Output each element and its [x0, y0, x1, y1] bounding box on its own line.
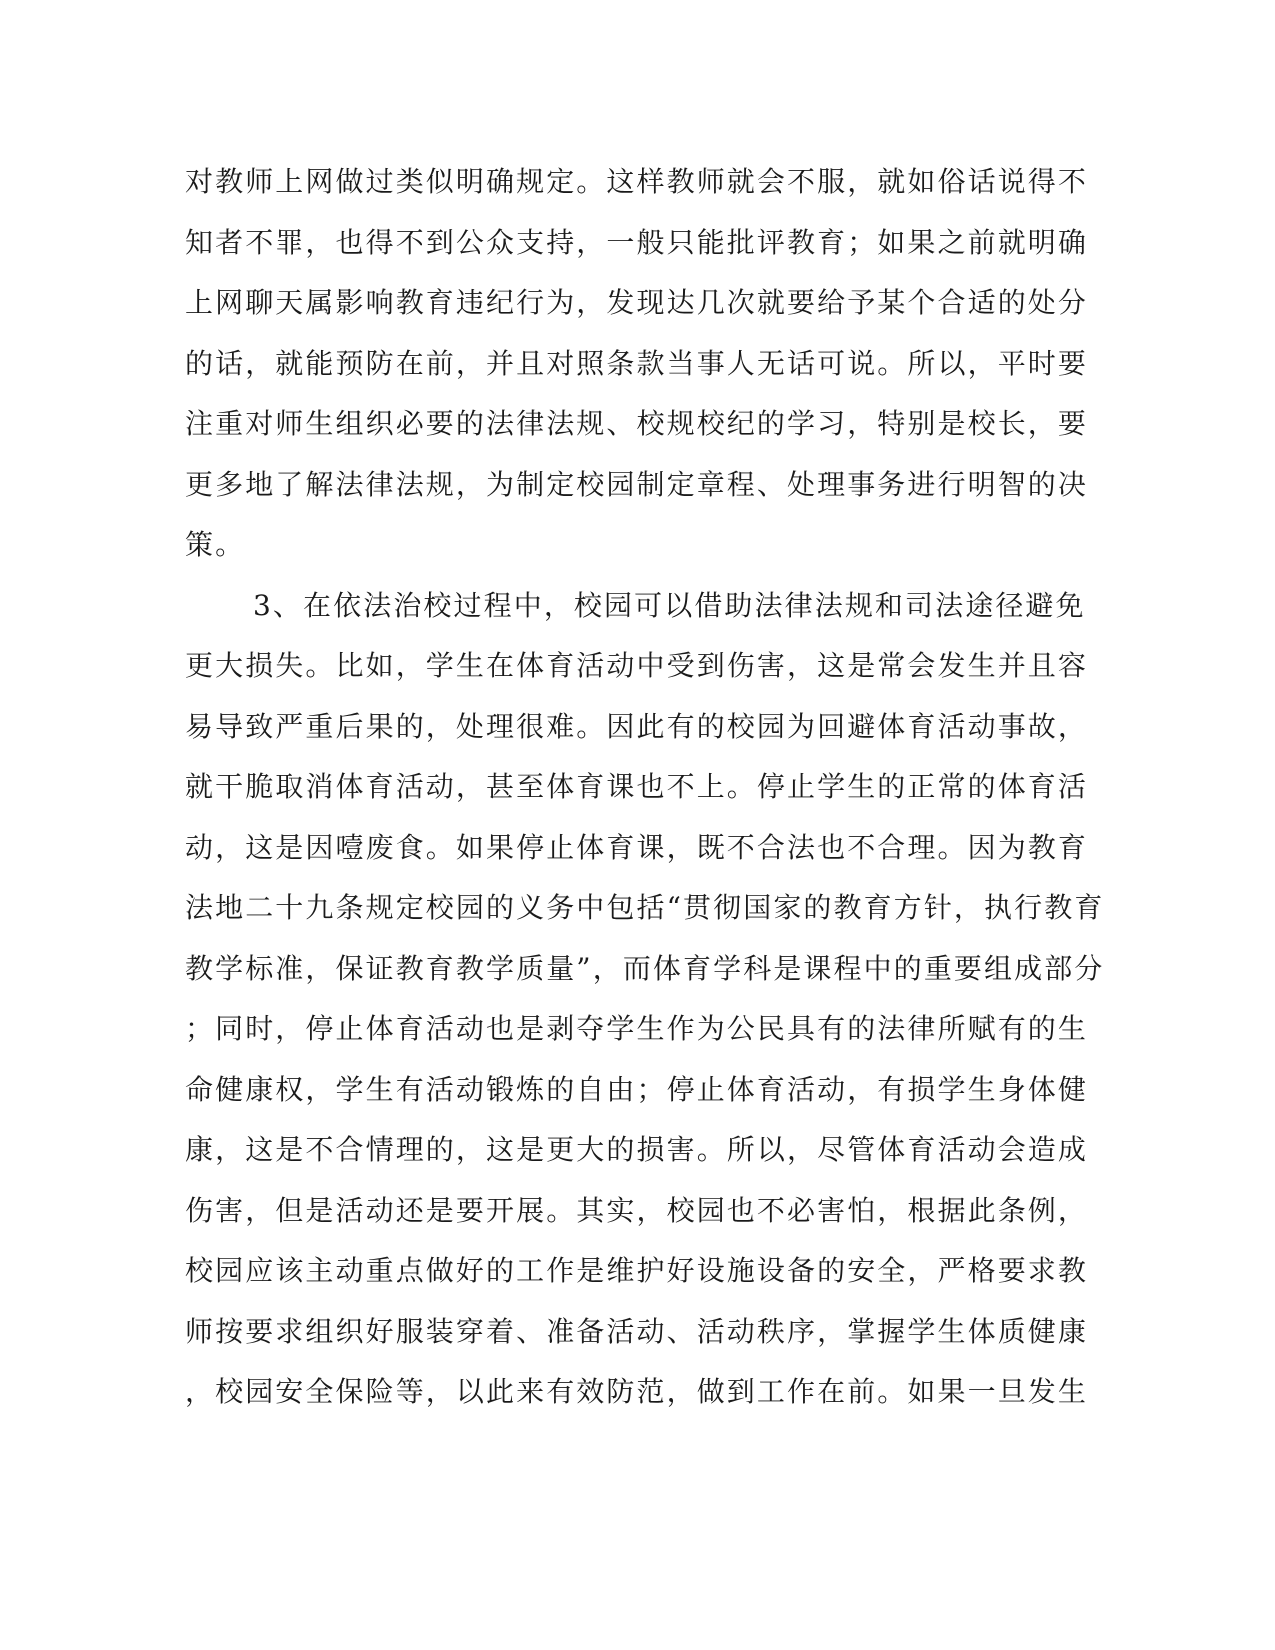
text-line: 更大损失。比如，学生在体育活动中受到伤害，这是常会发生并且容 — [185, 649, 1089, 682]
text-line: 康，这是不合情理的，这是更大的损害。所以，尽管体育活动会造成 — [185, 1133, 1089, 1166]
text-line: 就干脆取消体育活动，甚至体育课也不上。停止学生的正常的体育活 — [185, 770, 1089, 803]
text-line: 伤害，但是活动还是要开展。其实，校园也不必害怕，根据此条例， — [185, 1193, 1089, 1227]
paragraph-start-line: 3、在依法治校过程中，校园可以借助法律法规和司法途径避免 — [253, 588, 1086, 622]
text-line: 注重对师生组织必要的法律法规、校规校纪的学习，特别是校长，要 — [185, 407, 1089, 440]
text-line: 法地二十九条规定校园的义务中包括“贯彻国家的教育方针，执行教育 — [185, 891, 1105, 924]
text-line: 师按要求组织好服装穿着、准备活动、活动秩序，掌握学生体质健康 — [185, 1314, 1089, 1348]
text-line: 命健康权，学生有活动锻炼的自由；停止体育活动，有损学生身体健 — [185, 1072, 1089, 1106]
text-line: ，校园安全保险等，以此来有效防范，做到工作在前。如果一旦发生 — [185, 1375, 1089, 1408]
text-line: 校园应该主动重点做好的工作是维护好设施设备的安全，严格要求教 — [185, 1254, 1089, 1287]
text-line: 易导致严重后果的，处理很难。因此有的校园为回避体育活动事故， — [185, 709, 1089, 743]
text-line: 上网聊天属影响教育违纪行为，发现达几次就要给予某个合适的处分 — [185, 286, 1089, 319]
text-line: 的话，就能预防在前，并且对照条款当事人无话可说。所以，平时要 — [185, 346, 1089, 380]
text-line: 对教师上网做过类似明确规定。这样教师就会不服，就如俗话说得不 — [185, 165, 1089, 198]
text-line: 动，这是因噎废食。如果停止体育课，既不合法也不合理。因为教育 — [185, 830, 1089, 864]
text-line: 更多地了解法律法规，为制定校园制定章程、处理事务进行明智的决 — [185, 467, 1089, 501]
text-line: 教学标准，保证教育教学质量”，而体育学科是课程中的重要组成部分 — [185, 951, 1105, 985]
body-text — [185, 163, 1105, 1434]
text-line: ；同时，停止体育活动也是剥夺学生作为公民具有的法律所赋有的生 — [185, 1012, 1089, 1045]
text-line: 策。 — [185, 528, 246, 561]
text-line: 知者不罪，也得不到公众支持，一般只能批评教育；如果之前就明确 — [185, 225, 1089, 259]
